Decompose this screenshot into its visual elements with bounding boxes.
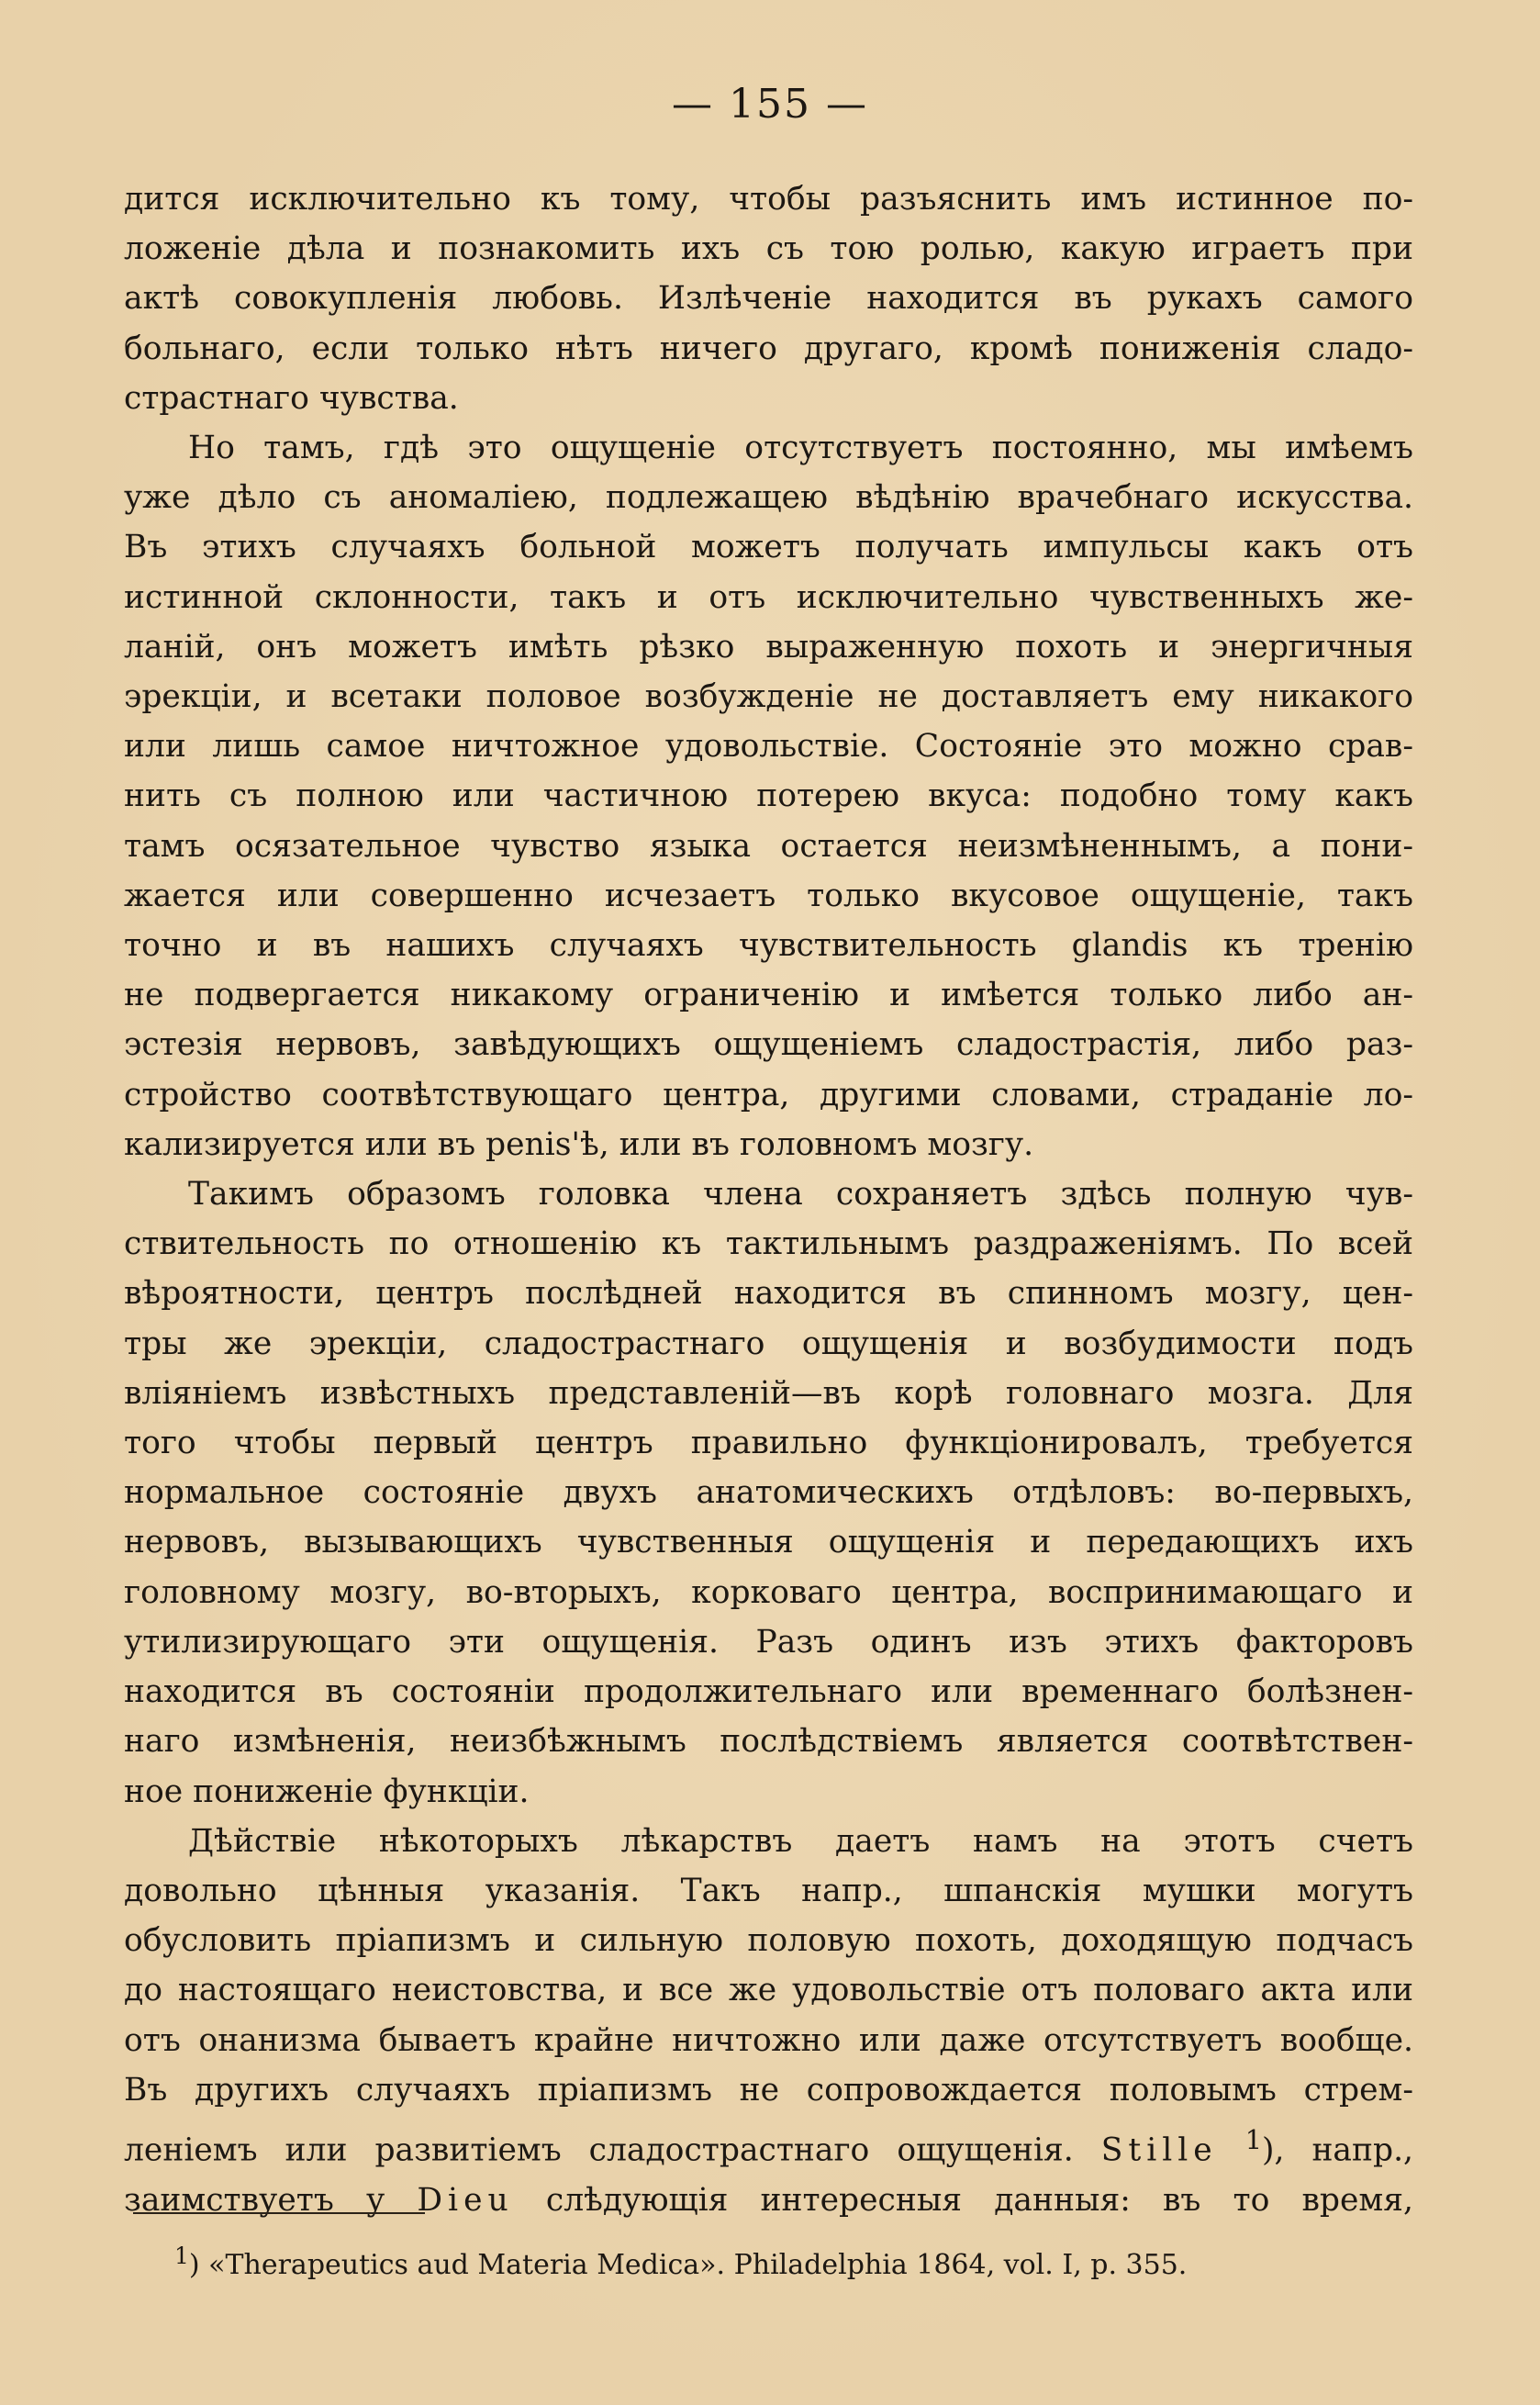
paragraph-2 <box>124 423 1413 1169</box>
text-line-stille <box>124 2115 1413 2176</box>
text-line: ложенiе дѣла и познакомить ихъ съ тою ролью, какую играетъ при <box>124 230 1413 268</box>
author-name-stille: Stille <box>1100 2131 1218 2169</box>
text-line: обусловить прiапизмъ и сильную половую похоть, доходящую подчасъ <box>124 1922 1413 1960</box>
text-line-dieu <box>124 2176 1413 2225</box>
text-line: истинной склонности, такъ и отъ исключительно чувственныхъ же- <box>124 578 1413 616</box>
paragraph-4 <box>124 1817 1413 2225</box>
text-line: Но тамъ, гдѣ это ощущенiе отсутствуетъ постоянно, мы имѣемъ <box>188 430 1413 467</box>
page-number: — 155 — <box>672 81 868 128</box>
text-line: или лишь самое ничтожное удовольствiе. Состоянiе это можно срав- <box>124 728 1413 766</box>
text-line: наго измѣненiя, неизбѣжнымъ послѣдствiемъ является соотвѣтствен- <box>124 1723 1413 1761</box>
text-line: Дѣйствiе нѣкоторыхъ лѣкарствъ даетъ намъ на этотъ счетъ <box>188 1822 1413 1860</box>
text-line: стройство соотвѣтствующаго центра, другими словами, страданiе ло- <box>124 1076 1413 1113</box>
text-line: утилизирующаго эти ощущенiя. Разъ одинъ изъ этихъ факторовъ <box>124 1623 1413 1661</box>
text-segment: ), напр., <box>1262 2131 1414 2169</box>
text-line: нервовъ, вызывающихъ чувственныя ощущенiя и передающихъ ихъ <box>124 1524 1413 1561</box>
text-line: дится исключительно къ тому, чтобы разъяснить имъ истинное по- <box>124 181 1413 218</box>
text-line: находится въ состоянiи продолжительнаго или временнаго болѣзнен- <box>124 1673 1413 1711</box>
text-line: эрекцiи, и всетаки половое возбужденiе не доставляетъ ему никакого <box>124 678 1413 716</box>
text-line: до настоящаго неистовства, и все же удовольствiе отъ половаго акта или <box>124 1972 1413 2009</box>
text-line: тамъ осязательное чувство языка остается неизмѣненнымъ, а пони- <box>124 827 1413 865</box>
footnote-mark: 1 <box>174 2243 189 2269</box>
footnote-reference: 1 <box>1244 2123 1263 2155</box>
footnote-divider <box>133 2212 425 2214</box>
text-line: Такимъ образомъ головка члена сохраняетъ здѣсь полную чув- <box>188 1176 1413 1214</box>
text-segment: слѣдующiя интересныя данныя: въ то время, <box>513 2181 1413 2219</box>
text-line: точно и въ нашихъ случаяхъ чувствительность glandis къ тренiю <box>124 927 1413 965</box>
text-line: ланiй, онъ можетъ имѣть рѣзко выраженную похоть и энергичныя <box>124 628 1413 666</box>
text-line: Въ этихъ случаяхъ больной можетъ получать импульсы какъ отъ <box>124 529 1413 566</box>
footnote-text: ) «Therapeutics aud Materia Medica». Philadelphia 1864, vol. I, p. 355. <box>188 2249 1188 2281</box>
author-name-dieu: Dieu <box>417 2181 514 2219</box>
text-line: ное пониженiе функцiи. <box>124 1773 530 1810</box>
text-segment: заимствуетъ у <box>124 2181 418 2219</box>
main-text <box>124 174 1413 2225</box>
text-line: больнаго, если только нѣтъ ничего другаго, кромѣ пониженiя сладо- <box>124 330 1413 367</box>
text-line: вѣроятности, центръ послѣдней находится въ спинномъ мозгу, цен- <box>124 1275 1413 1313</box>
text-line: нормальное состоянiе двухъ анатомическихъ отдѣловъ: во-первыхъ, <box>124 1474 1413 1512</box>
text-line: тры же эрекцiи, сладострастнаго ощущенiя и возбудимости подъ <box>124 1325 1413 1362</box>
text-line: нить съ полною или частичною потерею вкуса: подобно тому какъ <box>124 777 1413 815</box>
text-line: кализируется или въ penis'ѣ, или въ головномъ мозгу. <box>124 1125 1034 1163</box>
text-line: довольно цѣнныя указанiя. Такъ напр., шпанскiя мушки могутъ <box>124 1872 1413 1909</box>
text-line: не подвергается никакому ограниченiю и имѣется только либо ан- <box>124 977 1413 1014</box>
text-line: ствительность по отношенiю къ тактильнымъ раздраженiямъ. По всей <box>124 1225 1413 1263</box>
text-line: отъ онанизма бываетъ крайне ничтожно или даже отсутствуетъ вообще. <box>124 2021 1413 2059</box>
paragraph-1 <box>124 174 1413 423</box>
text-segment: ленiемъ или развитiемъ сладострастнаго ощущенiя. <box>124 2131 1101 2169</box>
text-line: головному мозгу, во-вторыхъ, корковаго центра, воспринимающаго и <box>124 1573 1413 1611</box>
text-line: страстнаго чувства. <box>124 379 459 417</box>
text-line: эстезiя нервовъ, завѣдующихъ ощущенiемъ сладострастiя, либо раз- <box>124 1026 1413 1064</box>
text-line: уже дѣло съ аномалiею, подлежащею вѣдѣнiю врачебнаго искусства. <box>124 479 1413 517</box>
text-line: Въ другихъ случаяхъ прiапизмъ не сопровождается половымъ стрем- <box>124 2071 1413 2109</box>
text-line: жается или совершенно исчезаетъ только вкусовое ощущенiе, такъ <box>124 877 1413 914</box>
text-line: влiянiемъ извѣстныхъ представленiй—въ корѣ головнаго мозга. Для <box>124 1374 1413 1412</box>
footnote <box>174 2243 1187 2281</box>
paragraph-3 <box>124 1169 1413 1817</box>
text-line: актѣ совокупленiя любовь. Излѣченiе находится въ рукахъ самого <box>124 280 1413 318</box>
text-line: того чтобы первый центръ правильно функцiонировалъ, требуется <box>124 1425 1413 1462</box>
